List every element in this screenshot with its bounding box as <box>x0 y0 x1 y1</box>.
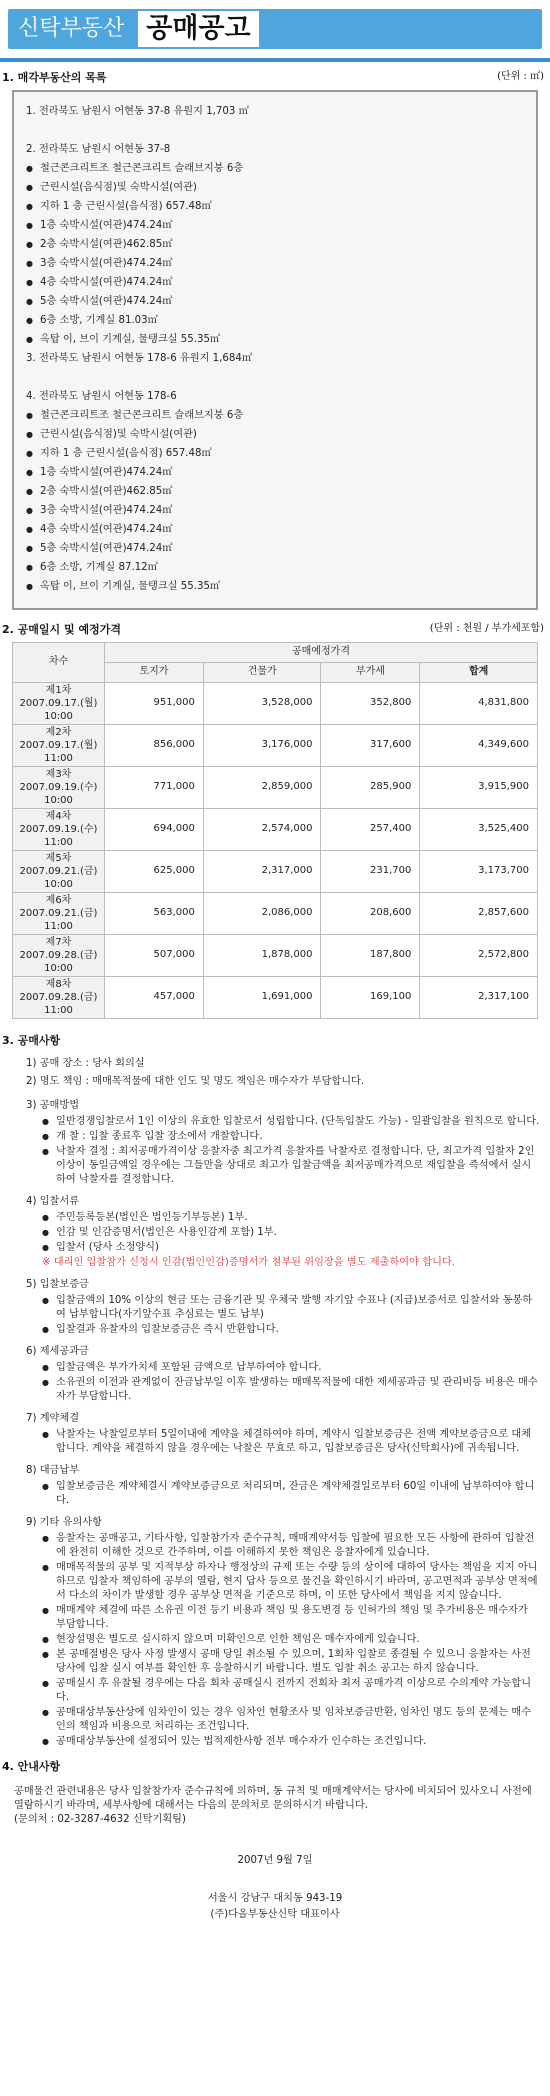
info-text <box>0 1779 550 1827</box>
info-contact: (문의처 : 02-3287-4632 신탁기획팀) <box>14 1813 186 1825</box>
section1-title: 1. 매각부동산의 목록 <box>2 71 107 84</box>
term-heading: 8) 대금납부 <box>26 1464 80 1476</box>
round-time: 10:00 <box>44 794 73 806</box>
term-bullet: ● 공매대상부동산에 설정되어 있는 법적제한사항 전부 매수자가 인수하는 조건입니다. <box>42 1735 540 1749</box>
property-detail-item: ● 3층 숙박시설(여관)474.24㎡ <box>26 254 524 273</box>
info-body: 공매물건 관련내용은 당사 입찰참가자 준수규칙에 의하며, 동 규칙 및 매매계약서는 당사에 비치되어 있사오니 사전에 열람하시기 바라며, 세부사항에 대해서는 다음의 문의처로 문의하시기 바랍니다. <box>14 1785 532 1811</box>
round-label: 제1차 <box>45 684 72 696</box>
total-price: 2,857,600 <box>420 892 538 934</box>
total-price: 3,173,700 <box>420 850 538 892</box>
building-price: 2,574,000 <box>203 808 321 850</box>
term-bullet: ● 일반경쟁입찰로서 1인 이상의 유효한 입찰로서 성립합니다. (단독입찰도 가능) - 일괄입찰을 원칙으로 합니다. <box>42 1115 540 1129</box>
table-row <box>13 766 538 808</box>
term-bullet: ● 입찰금액은 부가가치세 포함된 금액으로 납부하여야 합니다. <box>42 1361 540 1375</box>
round-date: 2007.09.28.(금) <box>19 991 98 1003</box>
section3-title: 3. 공매사항 <box>2 1033 61 1047</box>
term-heading: 5) 입찰보증금 <box>26 1278 89 1290</box>
building-price: 3,528,000 <box>203 682 321 724</box>
col-round-header: 차수 <box>13 642 105 682</box>
round-label: 제8차 <box>45 978 72 990</box>
property-item: 4. 전라북도 남원시 어현동 178-6 <box>26 390 177 402</box>
property-item: 3. 전라북도 남원시 어현동 178-6 유원지 1,684㎡ <box>26 352 253 364</box>
round-label: 제7차 <box>45 936 72 948</box>
property-detail-item: ● 지하 1 층 근린시설(음식점) 657.48㎡ <box>26 197 524 216</box>
term-bullet: ● 입찰금액의 10% 이상의 현금 또는 금융기관 및 우체국 발행 자기앞 수표나 (지급)보증서로 입찰서와 동봉하여 납부합니다(자기앞수표 추심료는 별도 납부) <box>42 1294 540 1322</box>
col-land-header: 토지가 <box>105 662 204 682</box>
table-row <box>13 724 538 766</box>
vat: 169,100 <box>321 976 420 1018</box>
land-price: 507,000 <box>105 934 204 976</box>
round-time: 10:00 <box>44 878 73 890</box>
land-price: 694,000 <box>105 808 204 850</box>
property-detail-item: ● 철근콘크리트조 철근콘크리트 슬래브지붕 6층 <box>26 159 524 178</box>
property-detail-item: ● 철근콘크리트조 철근콘크리트 슬래브지붕 6층 <box>26 406 524 425</box>
section2-unit: (단위 : 천원 / 부가세포함) <box>429 622 544 634</box>
term-heading: 3) 공매방법 <box>26 1099 80 1111</box>
term-bullet: ● 본 공매절병은 당사 사정 발생시 공매 당일 취소될 수 있으며, 1회차 입찰로 종결될 수 있으니 응찰자는 사전 당사에 입찰 실시 여부를 확인한 후 응찰하시기 바랍니다. 별도 입찰 취소 공고는 하지 않습니다. <box>42 1648 540 1676</box>
section2-heading <box>2 622 550 638</box>
term-bullet: ● 매매계약 체결에 따른 소유권 이전 등기 비용과 책임 및 용도변경 등 인허가의 책임 및 추가비용은 매수자가 부담합니다. <box>42 1604 540 1632</box>
round-cell <box>13 766 105 808</box>
round-date: 2007.09.19.(수) <box>19 823 98 835</box>
property-item: 1. 전라북도 남원시 어현동 37-8 유원지 1,703 ㎡ <box>26 105 249 117</box>
term-bullet: ● 입찰서 (당사 소정양식) <box>42 1241 540 1255</box>
property-detail-item: ● 4층 숙박시설(여관)474.24㎡ <box>26 520 524 539</box>
term-heading: 6) 제세공과금 <box>26 1345 89 1357</box>
header-banner <box>0 0 550 62</box>
term-bullet: ● 응찰자는 공매공고, 기타사항, 입찰참가자 준수규칙, 매매계약서등 입찰에 필요한 모든 사항에 관하여 입찰전에 완전히 이해한 것으로 간주하며, 이를 이해하지 못한 책임은 응찰자에게 있습니다. <box>42 1532 540 1560</box>
round-label: 제3차 <box>45 768 72 780</box>
property-detail-item: ● 5층 숙박시설(여관)474.24㎡ <box>26 539 524 558</box>
spacer <box>26 368 524 387</box>
property-detail-item: ● 6층 소방, 기계실 87.12㎡ <box>26 558 524 577</box>
round-cell <box>13 934 105 976</box>
property-detail-item: ● 옥탑 이, 브이 기계실, 물탱크실 55.35㎡ <box>26 577 524 596</box>
term-bullet: ● 공매대상부동산상에 임차인이 있는 경우 임차인 현황조사 및 임차보증금반환, 임차인 명도 등의 문제는 매수인의 책임과 비용으로 처리하는 조건입니다. <box>42 1706 540 1734</box>
property-detail-item: ● 1층 숙박시설(여관)474.24㎡ <box>26 463 524 482</box>
col-vat-header: 부가세 <box>321 662 420 682</box>
term-bullet: ● 입찰보증금은 계약체결시 계약보증금으로 처리되며, 잔금은 계약체결일로부터 60일 이내에 납부하여야 합니다. <box>42 1480 540 1508</box>
round-label: 제5차 <box>45 852 72 864</box>
land-price: 625,000 <box>105 850 204 892</box>
table-row <box>13 976 538 1018</box>
section2-title: 2. 공매일시 및 예정가격 <box>2 622 121 636</box>
term-eviction: 2) 명도 책임 : 매매목적물에 대한 인도 및 명도 책임은 매수자가 부담합니다. <box>26 1075 365 1087</box>
section1-unit: (단위 : ㎡) <box>497 71 544 82</box>
property-detail-item: ● 근린시설(음식점)및 숙박시설(여관) <box>26 178 524 197</box>
section1-heading <box>2 70 550 86</box>
property-list-box <box>12 90 538 610</box>
round-label: 제2차 <box>45 726 72 738</box>
building-price: 2,859,000 <box>203 766 321 808</box>
round-time: 11:00 <box>44 752 73 764</box>
term-bullet: ● 개 찰 : 입찰 종료후 입찰 장소에서 개찰합니다. <box>42 1130 540 1144</box>
company-name: 신탁부동산 <box>18 16 125 42</box>
term-i4 <box>12 1193 540 1270</box>
property-detail-item: ● 3층 숙박시설(여관)474.24㎡ <box>26 501 524 520</box>
round-date: 2007.09.28.(금) <box>19 949 98 961</box>
round-cell <box>13 682 105 724</box>
proxy-note: ※ 대리인 입찰참가 신청시 인감(법인인감)증명서가 첨부된 위임장을 별도 제출하여야 합니다. <box>42 1256 455 1268</box>
term-heading: 7) 계약체결 <box>26 1412 80 1424</box>
property-detail-item: ● 2층 숙박시설(여관)462.85㎡ <box>26 235 524 254</box>
table-row <box>13 808 538 850</box>
page-title: 공매공고 <box>138 11 258 47</box>
vat: 317,600 <box>321 724 420 766</box>
term-i6 <box>12 1343 540 1404</box>
building-price: 1,878,000 <box>203 934 321 976</box>
round-time: 10:00 <box>44 962 73 974</box>
term-i7 <box>12 1410 540 1456</box>
section4-heading <box>2 1759 550 1775</box>
term-i5 <box>12 1276 540 1337</box>
term-bullet: ● 낙찰자 결정 : 최저공매가격이상 응찰자중 최고가격 응찰자를 낙찰자로 결정합니다. 단, 최고가격 입찰자 2인 이상이 동일금액일 경우에는 그들만을 상대로 최고가 입찰금액을 최저공매가격으로 재입찰을 즉석에서 실시하여 낙찰자를 결정합니다. <box>42 1145 540 1187</box>
round-cell <box>13 976 105 1018</box>
round-time: 11:00 <box>44 920 73 932</box>
term-bullet: ● 주민등록등본(법인은 법인등기부등본) 1부. <box>42 1211 540 1225</box>
round-date: 2007.09.17.(월) <box>19 739 98 751</box>
total-price: 2,572,800 <box>420 934 538 976</box>
round-date: 2007.09.21.(금) <box>19 907 98 919</box>
round-cell <box>13 808 105 850</box>
total-price: 3,525,400 <box>420 808 538 850</box>
vat: 352,800 <box>321 682 420 724</box>
round-time: 10:00 <box>44 710 73 722</box>
round-time: 11:00 <box>44 1004 73 1016</box>
round-date: 2007.09.17.(월) <box>19 697 98 709</box>
property-detail-item: ● 근린시설(음식점)및 숙박시설(여관) <box>26 425 524 444</box>
round-cell <box>13 850 105 892</box>
table-row <box>13 682 538 724</box>
round-label: 제4차 <box>45 810 72 822</box>
footer-signer: (주)다올부동산신탁 대표이사 <box>210 1908 340 1920</box>
table-row <box>13 850 538 892</box>
round-label: 제6차 <box>45 894 72 906</box>
vat: 257,400 <box>321 808 420 850</box>
land-price: 563,000 <box>105 892 204 934</box>
table-row <box>13 934 538 976</box>
col-building-header: 건물가 <box>203 662 321 682</box>
round-date: 2007.09.19.(수) <box>19 781 98 793</box>
term-bullet: ● 낙찰자는 낙찰일로부터 5일이내에 계약을 체결하여야 하며, 계약시 입찰보증금은 전액 계약보증금으로 대체합니다. 계약을 체결하지 않을 경우에는 낙찰은 무효로 하고, 입찰보증금은 당사(신탁회사)에 귀속됩니다. <box>42 1428 540 1456</box>
term-heading: 9) 기타 유의사항 <box>26 1516 102 1528</box>
price-table <box>12 642 538 1019</box>
total-price: 4,349,600 <box>420 724 538 766</box>
col-group-header: 공매예정가격 <box>105 642 538 662</box>
total-price: 4,831,800 <box>420 682 538 724</box>
property-detail-item: ● 1층 숙박시설(여관)474.24㎡ <box>26 216 524 235</box>
vat: 285,900 <box>321 766 420 808</box>
round-cell <box>13 724 105 766</box>
spacer <box>26 121 524 140</box>
vat: 187,800 <box>321 934 420 976</box>
property-detail-item: ● 6층 소방, 기계실 81.03㎡ <box>26 311 524 330</box>
term-place: 1) 공매 장소 : 당사 회의실 <box>26 1057 145 1069</box>
footer-address: 서울시 강남구 대치동 943-19 <box>207 1892 343 1904</box>
term-bullet: ● 매매목적물의 공부 및 지적부상 하자나 행정상의 규제 또는 수량 등의 상이에 대하여 당사는 책임을 지지 아니하므로 입찰자 책임하에 공부의 열람, 현지 답사 등으로 물건을 확인하시기 바라며, 공고면적과 공부상 면적에서 다소의 차이가 발생할 경우 공부상 면적을 기준으로 하며, 이 또한 당사에서 책임을 지지 않습니다. <box>42 1561 540 1603</box>
round-cell <box>13 892 105 934</box>
land-price: 457,000 <box>105 976 204 1018</box>
term-heading: 4) 입찰서류 <box>26 1195 80 1207</box>
property-detail-item: ● 5층 숙박시설(여관)474.24㎡ <box>26 292 524 311</box>
building-price: 3,176,000 <box>203 724 321 766</box>
land-price: 856,000 <box>105 724 204 766</box>
term-bullet: ● 입찰결과 유찰자의 입찰보증금은 즉시 반환합니다. <box>42 1323 540 1337</box>
footer <box>0 1853 550 1923</box>
col-total-header: 합계 <box>420 662 538 682</box>
auction-terms <box>0 1055 550 1749</box>
term-bullet: ● 공매실시 후 유찰될 경우에는 다음 회차 공매실시 전까지 전회차 최저 공매가격 이상으로 수의계약 가능합니다. <box>42 1677 540 1705</box>
property-detail-item: ● 지하 1 층 근린시설(음식점) 657.48㎡ <box>26 444 524 463</box>
term-i8 <box>12 1462 540 1508</box>
vat: 208,600 <box>321 892 420 934</box>
section4-title: 4. 안내사항 <box>2 1759 61 1773</box>
property-detail-item: ● 2층 숙박시설(여관)462.85㎡ <box>26 482 524 501</box>
property-detail-item: ● 4층 숙박시설(여관)474.24㎡ <box>26 273 524 292</box>
term-bullet: ● 현장설명은 별도로 실시하지 않으며 미확인으로 인한 책임은 매수자에게 있습니다. <box>42 1633 540 1647</box>
round-date: 2007.09.21.(금) <box>19 865 98 877</box>
term-i9 <box>12 1514 540 1749</box>
section3-heading <box>2 1033 550 1049</box>
table-row <box>13 892 538 934</box>
land-price: 771,000 <box>105 766 204 808</box>
property-item: 2. 전라북도 남원시 어현동 37-8 <box>26 143 171 155</box>
vat: 231,700 <box>321 850 420 892</box>
term-i3 <box>12 1097 540 1187</box>
header-bar <box>8 9 542 49</box>
building-price: 2,086,000 <box>203 892 321 934</box>
land-price: 951,000 <box>105 682 204 724</box>
property-detail-item: ● 옥탑 이, 브이 기계실, 물탱크실 55.35㎡ <box>26 330 524 349</box>
building-price: 2,317,000 <box>203 850 321 892</box>
total-price: 3,915,900 <box>420 766 538 808</box>
term-bullet: ● 인감 및 인감증명서(법인은 사용인감계 포함) 1부. <box>42 1226 540 1240</box>
footer-date: 2007년 9월 7일 <box>237 1854 313 1866</box>
term-bullet: ● 소유권의 이전과 관계없이 잔금납부일 이후 발생하는 매매목적물에 대한 제세공과금 및 관리비등 비용은 매수자가 부담합니다. <box>42 1376 540 1404</box>
round-time: 11:00 <box>44 836 73 848</box>
building-price: 1,691,000 <box>203 976 321 1018</box>
total-price: 2,317,100 <box>420 976 538 1018</box>
